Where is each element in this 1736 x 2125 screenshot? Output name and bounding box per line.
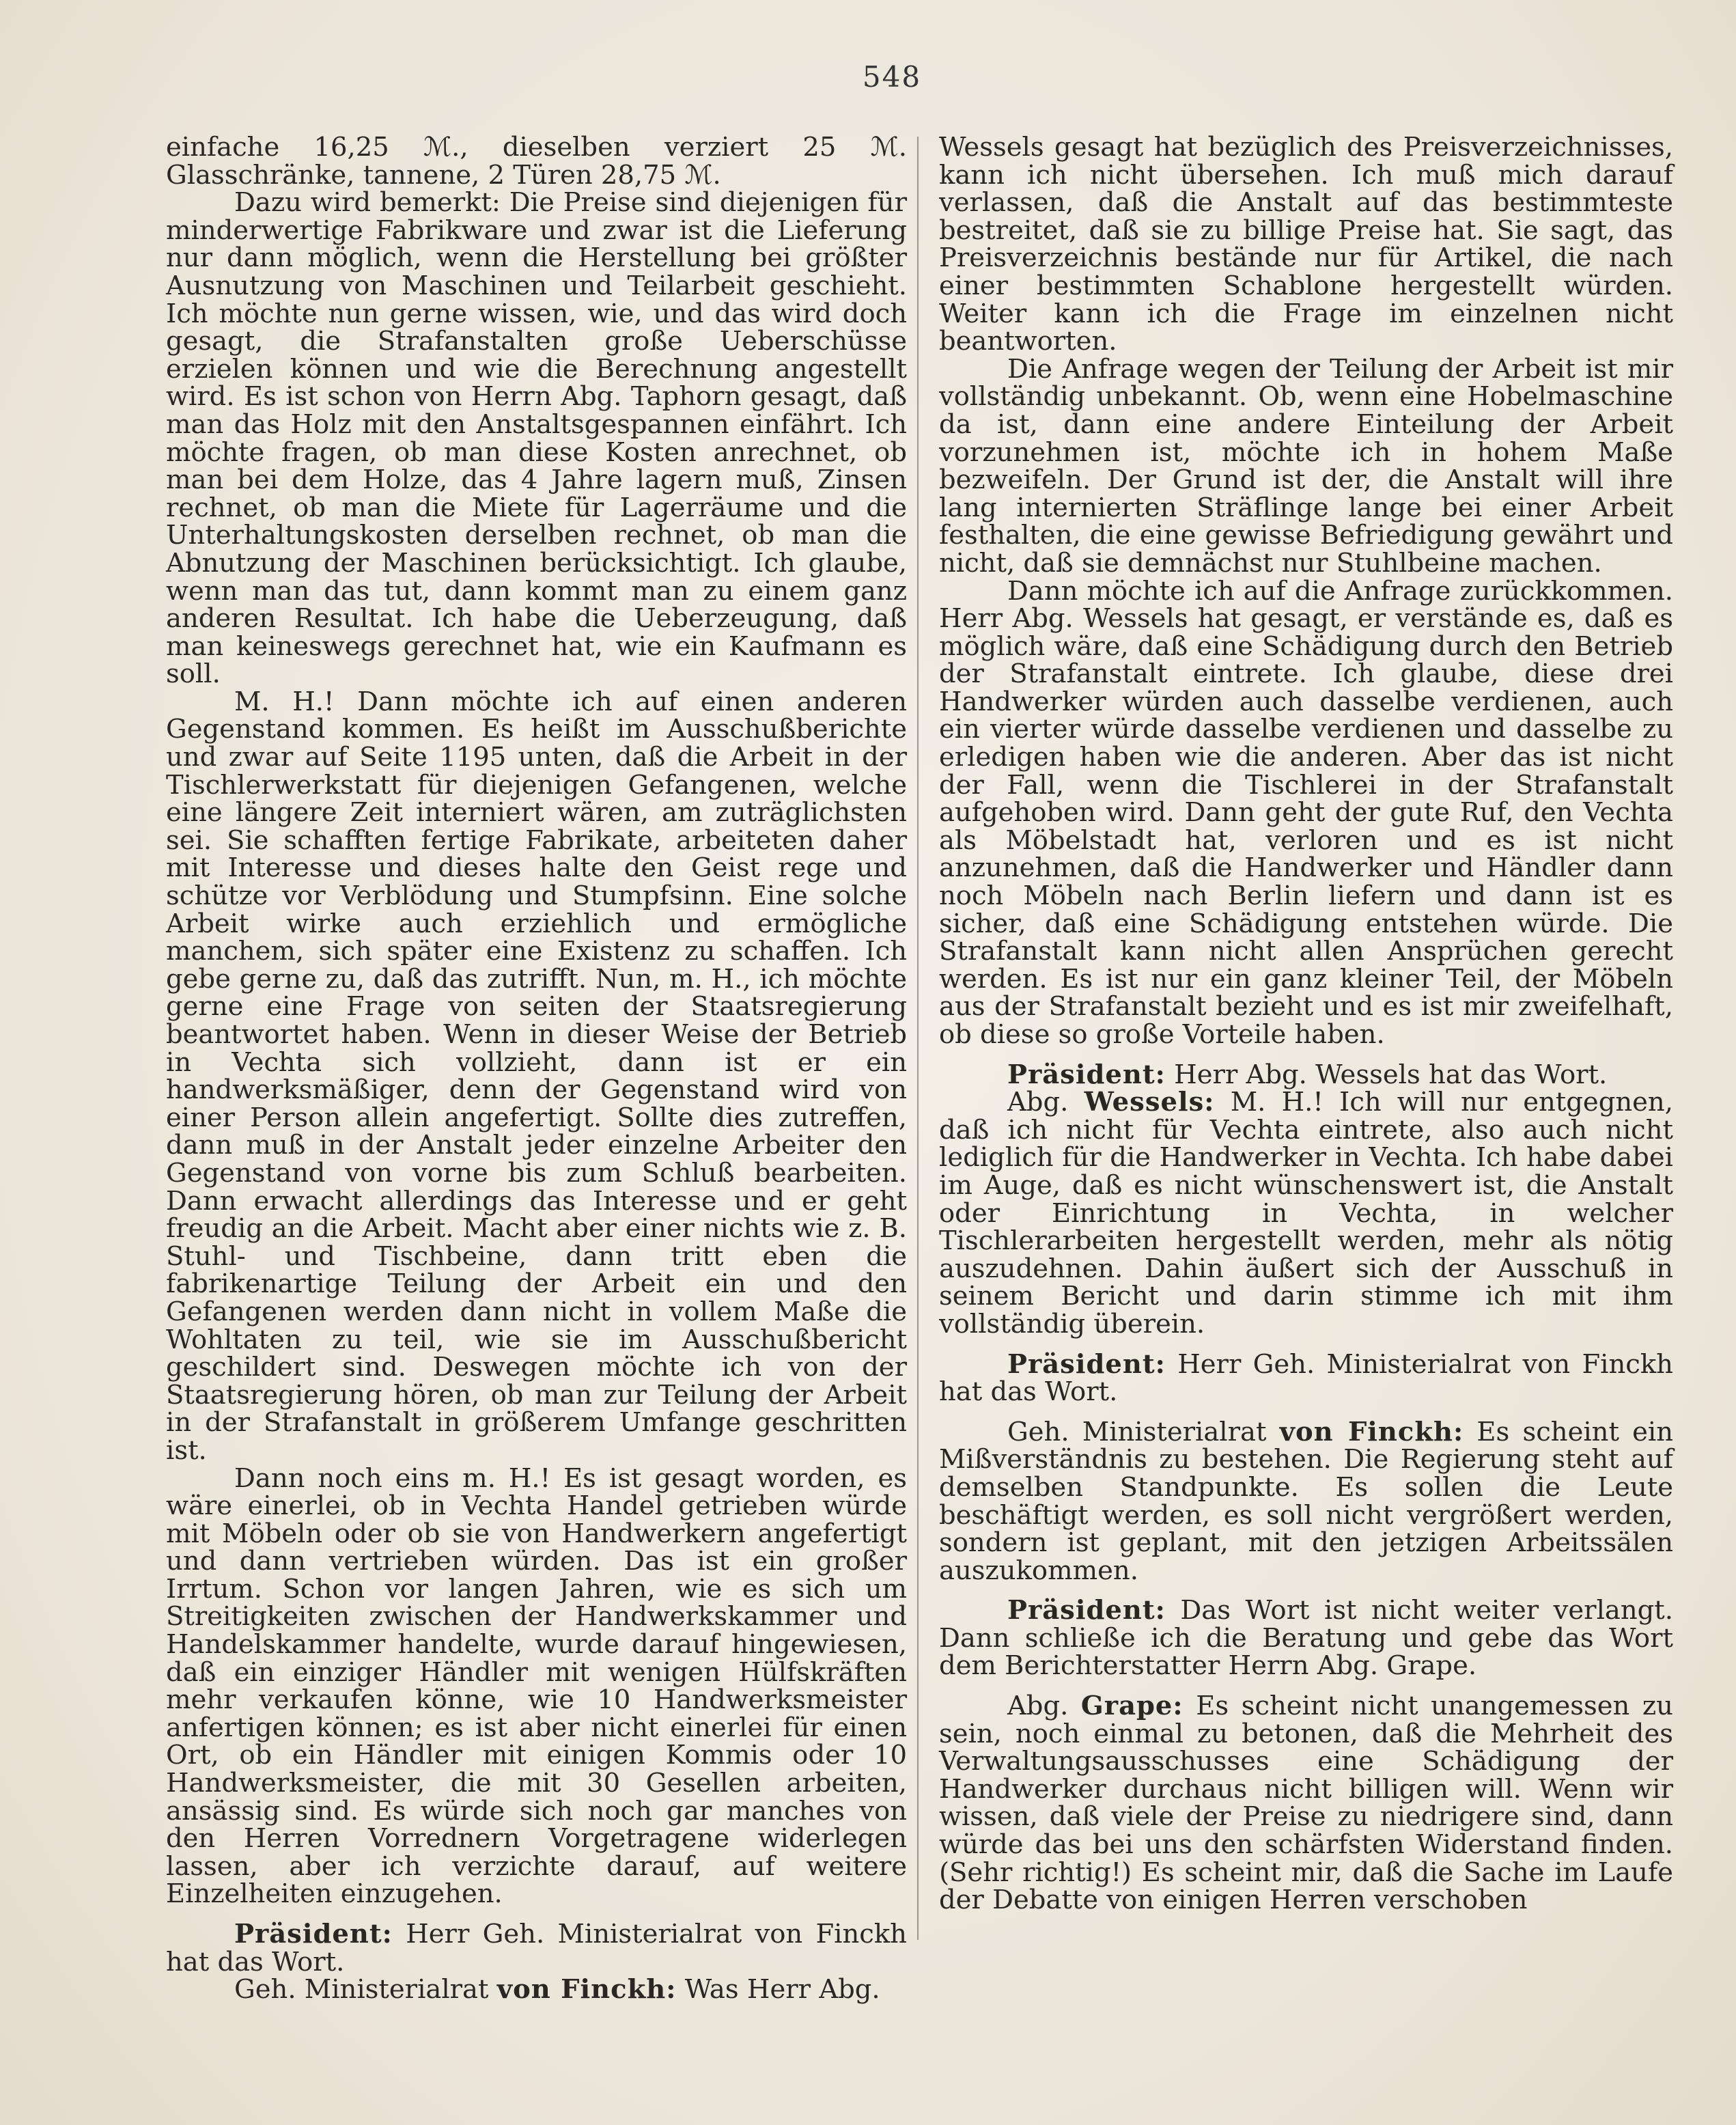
speech-paragraph [939,1348,1673,1408]
speech-paragraph [166,1921,907,1976]
speech-paragraph [939,1416,1673,1586]
speaker-title: Geh. Ministerialrat [234,1974,489,2005]
paragraph [166,134,907,189]
speech-paragraph [166,1976,907,2004]
paragraph [166,189,907,689]
speech-paragraph [939,1061,1673,1089]
paragraph-text: Herr Abg. Wessels hat das Wort. [1174,1059,1608,1090]
page-number: 548 [862,60,922,94]
speech-paragraph [939,1693,1673,1915]
paragraph [166,686,907,1466]
speech-paragraph [939,1089,1673,1338]
speech-paragraph [939,1597,1673,1680]
paragraph-text: Die Anfrage wegen der Teilung der Arbeit ist mir vollständig unbekannt. Ob, wenn eine Hobelmaschine da ist, dann eine andere Einteilung der Arbeit vorzunehmen ist, möchte ich in hohem Maße bezweifeln. Der Grund ist der, die Anstalt will ihre lang internierten Sträflinge lange bei einer Arbeit festhalten, die eine gewisse Befriedigung gewährt und nicht, daß sie demnächst nur Stuhlbeine machen. [939,353,1673,579]
paragraph [939,353,1673,579]
speaker-title: Geh. Ministerialrat [1007,1416,1267,1447]
paragraph [939,575,1673,1050]
paragraph-text: Wessels gesagt hat bezüglich des Preisverzeichnisses, kann ich nicht übersehen. Ich muß mich darauf verlassen, daß die Anstalt auf das bestimmteste bestreitet, daß sie zu billige Preise hat. Sie sagt, das Preisverzeichnis bestände nur für Artikel, die nach einer bestimmten Schablone hergestellt würden. Weiter kann ich die Frage im einzelnen nicht beantworten. [939,132,1673,357]
column-divider [917,137,919,1940]
speaker-name: Wessels: [1084,1087,1215,1118]
paragraph-text: Es scheint nicht unangemessen zu sein, noch einmal zu betonen, daß die Mehrheit des Verwaltungsausschusses eine Schädigung der Handwerker durchaus nicht billigen will. Wenn wir wissen, daß viele der Preise zu niedrigere sind, dann würde das bei uns den schärfsten Widerstand finden. (Sehr richtig!) Es scheint mir, daß die Sache im Laufe der Debatte von einigen Herren verschoben [939,1691,1673,1916]
paragraph-text: Dazu wird bemerkt: Die Preise sind diejenigen für minderwertige Fabrikware und zwar ist die Lieferung nur dann möglich, wenn die Herstellung bei größter Ausnutzung von Maschinen und Teilarbeit geschieht. Ich möchte nun gerne wissen, wie, und das wird doch gesagt, die Strafanstalten große Ueberschüsse erzielen können und wie die Berechnung angestellt wird. Es ist schon von Herrn Abg. Taphorn gesagt, daß man das Holz mit den Anstaltsgespannen einfährt. Ich möchte fragen, ob man diese Kosten anrechnet, ob man bei dem Holze, das 4 Jahre lagern muß, Zinsen rechnet, ob man die Miete für Lagerräume und die Unterhaltungskosten derselben rechnet, ob man die Abnutzung der Maschinen berücksichtigt. Ich glaube, wenn man das tut, dann kommt man zu einem ganz anderen Resultat. Ich habe die Ueberzeugung, daß man keineswegs gerechnet hat, wie ein Kaufmann es soll. [166,187,907,690]
speaker-name: von Finckh: [496,1974,677,2005]
speaker-name: Präsident: [1007,1059,1166,1090]
paragraph-text: M. H.! Dann möchte ich auf einen anderen Gegenstand kommen. Es heißt im Ausschußberichte und zwar auf Seite 1195 unten, daß die Arbeit in der Tischlerwerkstatt für diejenigen Gefangenen, welche eine längere Zeit interniert wären, am zuträglichsten sei. Sie schafften fertige Fabrikate, arbeiteten daher mit Interesse und dieses halte den Geist rege und schütze vor Verblödung und Stumpfsinn. Eine solche Arbeit wirke auch erziehlich und ermögliche manchem, sich später eine Existenz zu schaffen. Ich gebe gerne zu, daß das zutrifft. Nun, m. H., ich möchte gerne eine Frage von seiten der Staatsregierung beantwortet haben. Wenn in dieser Weise der Betrieb in Vechta sich vollzieht, dann ist er ein handwerksmäßiger, denn der Gegenstand wird von einer Person allein angefertigt. Sollte dies zutreffen, dann muß in der Anstalt jeder einzelne Arbeiter den Gegenstand von vorne bis zum Schluß bearbeiten. Dann erwacht allerdings das Interesse und er geht freudig an die Arbeit. Macht aber einer nichts wie z. B. Stuhl- und Tischbeine, dann tritt eben die fabrikenartige Teilung der Arbeit ein und den Gefangenen werden dann nicht in vollem Maße die Wohltaten zu teil, wie sie im Ausschußbericht geschildert sind. Deswegen möchte ich von der Staatsregierung hören, ob man zur Teilung der Arbeit in der Strafanstalt in größerem Umfange geschritten ist. [166,686,907,1466]
paragraph-text: Es scheint ein Mißverständnis zu bestehen. Die Regierung steht auf demselben Standpunkte. Es sollen die Leute beschäftigt werden, es soll nicht vergrößert werden, sondern ist geplant, mit den jetzigen Arbeitssälen auszukommen. [939,1416,1673,1586]
speaker-name: von Finckh: [1279,1416,1464,1447]
paragraph-text: Herr Geh. Ministerialrat von Finckh hat das Wort. [939,1348,1673,1408]
paragraph-text: Was Herr Abg. [684,1974,880,2005]
left-column [166,134,907,2004]
paragraph-text: M. H.! Ich will nur entgegnen, daß ich nicht für Vechta eintrete, also auch nicht lediglich für die Handwerker in Vechta. Ich habe dabei im Auge, daß es nicht wünschenswert ist, die Anstalt oder Einrichtung in Vechta, in welcher Tischlerarbeiten hergestellt werden, mehr als nötig auszudehnen. Dahin äußert sich der Ausschuß in seinem Bericht und darin stimme ich mit ihm vollständig überein. [939,1087,1673,1339]
paragraph-text: Dann noch eins m. H.! Es ist gesagt worden, es wäre einerlei, ob in Vechta Handel getrieben würde mit Möbeln oder ob sie von Handwerkern angefertigt und dann vertrieben würden. Das ist ein großer Irrtum. Schon vor langen Jahren, wie es sich um Streitigkeiten zwischen der Handwerkskammer und Handelskammer handelte, wurde darauf hingewiesen, daß ein einziger Händler mit wenigen Hülfskräften mehr verkaufen könne, wie 10 Handwerksmeister anfertigen können; es ist aber nicht einerlei für einen Ort, ob ein Händler mit einigen Kommis oder 10 Handwerksmeister, die mit 30 Gesellen arbeiten, ansässig sind. Es würde sich noch gar manches von den Herren Vorrednern Vorgetragene widerlegen lassen, aber ich verzichte darauf, auf weitere Einzelheiten einzugehen. [166,1462,907,1910]
paragraph [939,134,1673,356]
right-column [939,134,1673,1915]
paragraph [166,1462,907,1910]
paragraph-text: Das Wort ist nicht weiter verlangt. Dann schließe ich die Beratung und gebe das Wort dem Berichterstatter Herrn Abg. Grape. [939,1595,1673,1682]
speaker-name: Präsident: [1007,1595,1166,1626]
speaker-name: Präsident: [1007,1348,1166,1380]
speaker-title: Abg. [1007,1691,1069,1722]
paragraph-text: Herr Geh. Ministerialrat von Finckh hat das Wort. [166,1919,907,1977]
paragraph-text: Dann möchte ich auf die Anfrage zurückkommen. Herr Abg. Wessels hat gesagt, er verstände es, daß es möglich wäre, daß eine Schädigung durch den Betrieb der Strafanstalt eintrete. Ich glaube, diese drei Handwerker würden auch dasselbe verdienen, auch ein vierter würde dasselbe verdienen und dasselbe zu erledigen haben wie die anderen. Aber das ist nicht der Fall, wenn die Tischlerei in der Strafanstalt aufgehoben wird. Dann geht der gute Ruf, den Vechta als Möbelstadt hat, verloren und es ist nicht anzunehmen, daß die Handwerker und Händler dann noch Möbeln nach Berlin liefern und dann ist es sicher, daß eine Schädigung entstehen würde. Die Strafanstalt kann nicht allen Ansprüchen gerecht werden. Es ist nur ein ganz kleiner Teil, der Möbeln aus der Strafanstalt bezieht und es ist mir zweifelhaft, ob diese so große Vorteile haben. [939,575,1673,1050]
speaker-name: Präsident: [234,1919,393,1949]
speaker-title: Abg. [1007,1087,1069,1118]
paragraph-text: einfache 16,25 ℳ., dieselben verziert 25 ℳ. Glasschränke, tannene, 2 Türen 28,75 ℳ. [166,132,907,191]
speaker-name: Grape: [1080,1691,1184,1722]
